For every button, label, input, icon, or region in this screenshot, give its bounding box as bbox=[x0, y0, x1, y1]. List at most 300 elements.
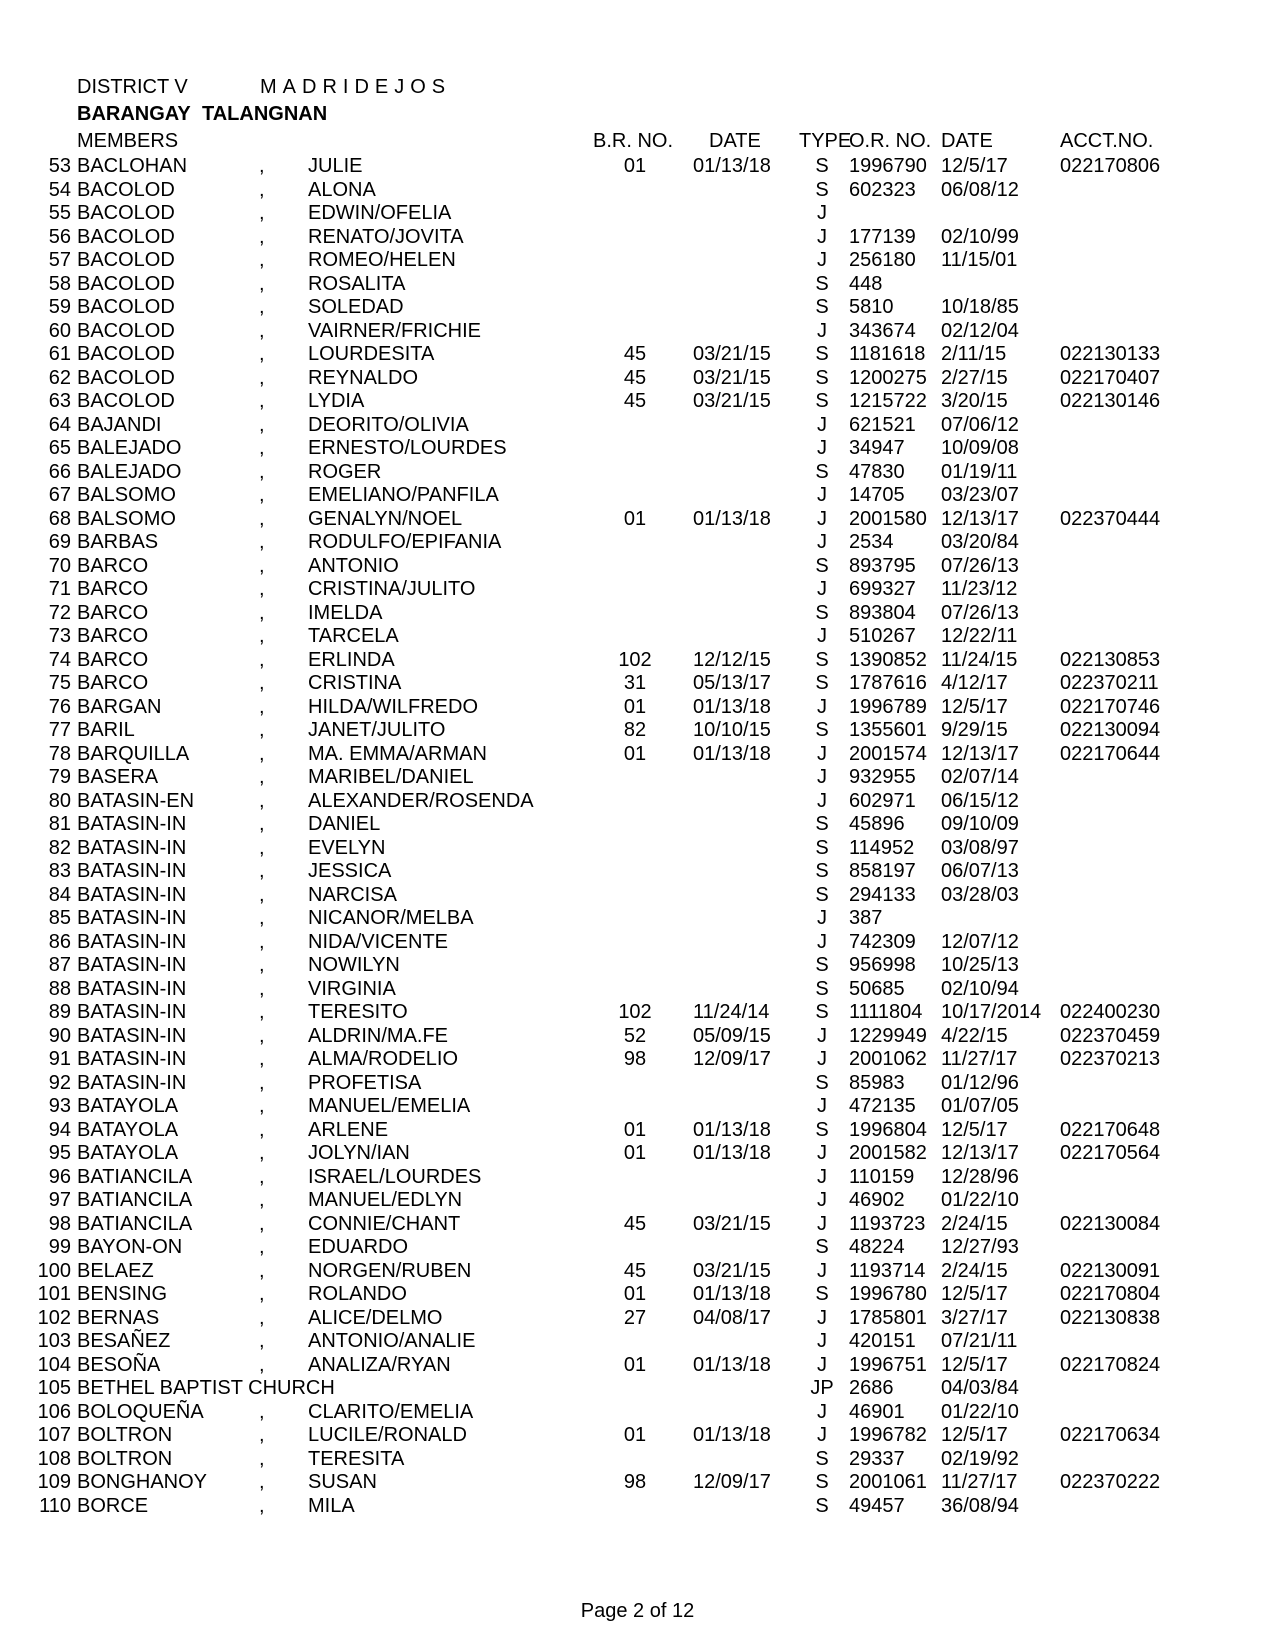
or-no: 602323 bbox=[849, 178, 916, 201]
br-date: 12/09/17 bbox=[693, 1048, 771, 1070]
br-no: 01 bbox=[623, 695, 647, 718]
last-name: BATASIN-EN bbox=[77, 789, 195, 812]
or-no: 85983 bbox=[849, 1071, 905, 1094]
first-name: NOWILYN bbox=[308, 954, 400, 976]
table-row bbox=[0, 1165, 1275, 1189]
row-number: 76 bbox=[48, 695, 71, 718]
or-date: 12/5/17 bbox=[941, 1353, 1008, 1376]
first-name: SUSAN bbox=[308, 1471, 377, 1493]
br-date: 01/13/18 bbox=[693, 155, 771, 177]
name-separator: , bbox=[259, 1330, 265, 1352]
br-no: 45 bbox=[623, 1212, 647, 1235]
membership-type: S bbox=[815, 1001, 829, 1023]
name-separator: , bbox=[259, 249, 265, 271]
last-name: BALEJADO bbox=[77, 437, 182, 459]
or-no: 45896 bbox=[849, 813, 905, 835]
table-row bbox=[0, 1141, 1275, 1165]
first-name: RODULFO/EPIFANIA bbox=[308, 531, 502, 553]
table-row bbox=[0, 295, 1275, 319]
first-name: ERLINDA bbox=[308, 648, 395, 671]
br-no: 01 bbox=[623, 155, 647, 177]
last-name: BACOLOD bbox=[77, 178, 175, 201]
or-date: 06/07/13 bbox=[941, 860, 1019, 882]
table-row bbox=[0, 1494, 1275, 1518]
account-no: 022170564 bbox=[1060, 1142, 1161, 1164]
last-name: BATASIN-IN bbox=[77, 977, 187, 1000]
row-number: 84 bbox=[48, 883, 71, 906]
or-no: 1390852 bbox=[849, 648, 927, 671]
table-row bbox=[0, 695, 1275, 719]
or-date: 10/25/13 bbox=[941, 954, 1019, 976]
or-no: 46901 bbox=[849, 1400, 905, 1423]
br-no: 45 bbox=[623, 366, 647, 389]
membership-type: S bbox=[815, 1447, 829, 1470]
or-no: 602971 bbox=[849, 789, 916, 812]
membership-type: J bbox=[817, 437, 827, 459]
or-no: 1355601 bbox=[849, 719, 927, 741]
first-name: RENATO/JOVITA bbox=[308, 225, 464, 248]
membership-type: J bbox=[817, 695, 827, 718]
br-date: 10/10/15 bbox=[693, 719, 771, 741]
membership-type: S bbox=[815, 860, 829, 882]
or-date: 07/26/13 bbox=[941, 554, 1019, 577]
name-separator: , bbox=[259, 1424, 265, 1446]
first-name: JULIE bbox=[308, 155, 363, 177]
br-date: 03/21/15 bbox=[693, 390, 771, 412]
or-no: 114952 bbox=[849, 836, 915, 859]
or-date: 12/5/17 bbox=[941, 1424, 1008, 1446]
last-name: BATASIN-IN bbox=[77, 1071, 187, 1094]
or-no: 5810 bbox=[849, 296, 894, 318]
br-date: 12/09/17 bbox=[693, 1471, 771, 1493]
or-date: 09/10/09 bbox=[941, 813, 1019, 835]
membership-type: J bbox=[817, 625, 827, 647]
first-name: ALEXANDER/ROSENDA bbox=[308, 789, 534, 812]
table-row bbox=[0, 248, 1275, 272]
last-name: BOLTRON bbox=[77, 1424, 173, 1446]
row-number: 85 bbox=[48, 907, 71, 929]
table-row bbox=[0, 1376, 1275, 1400]
first-name: MANUEL/EDLYN bbox=[308, 1189, 463, 1211]
first-name: LUCILE/RONALD bbox=[308, 1424, 467, 1446]
or-date: 10/18/85 bbox=[941, 296, 1019, 318]
last-name: BARCO bbox=[77, 672, 149, 694]
first-name: IMELDA bbox=[308, 601, 383, 624]
row-number: 90 bbox=[48, 1024, 71, 1047]
or-date: 02/12/04 bbox=[941, 319, 1019, 342]
or-date: 12/5/17 bbox=[941, 155, 1008, 177]
account-no: 022170644 bbox=[1060, 742, 1161, 765]
district-label: DISTRICT V bbox=[77, 76, 188, 98]
or-no: 893795 bbox=[849, 554, 916, 577]
first-name: ISRAEL/LOURDES bbox=[308, 1165, 482, 1188]
account-no: 022370211 bbox=[1060, 672, 1159, 694]
name-separator: , bbox=[259, 1400, 265, 1423]
row-number: 71 bbox=[48, 578, 71, 600]
membership-type: J bbox=[817, 1424, 827, 1446]
last-name: BACOLOD bbox=[77, 366, 175, 389]
membership-type: S bbox=[815, 272, 829, 295]
row-number: 54 bbox=[48, 178, 71, 201]
membership-type: J bbox=[817, 484, 827, 506]
membership-type: S bbox=[815, 1118, 829, 1141]
table-row bbox=[0, 1282, 1275, 1306]
membership-type: J bbox=[817, 1353, 827, 1376]
or-date: 01/07/05 bbox=[941, 1095, 1019, 1117]
row-number: 83 bbox=[48, 860, 71, 882]
row-number: 78 bbox=[48, 742, 71, 765]
last-name: BARCO bbox=[77, 625, 149, 647]
first-name: ALDRIN/MA.FE bbox=[308, 1024, 449, 1047]
or-no: 2001580 bbox=[849, 507, 927, 530]
table-row bbox=[0, 1000, 1275, 1024]
table-row bbox=[0, 1047, 1275, 1071]
first-name: EDUARDO bbox=[308, 1236, 409, 1258]
or-date: 2/24/15 bbox=[941, 1259, 1008, 1282]
table-row bbox=[0, 577, 1275, 601]
row-number: 67 bbox=[48, 484, 71, 506]
account-no: 022130838 bbox=[1060, 1306, 1161, 1329]
table-row bbox=[0, 178, 1275, 202]
first-name: DEORITO/OLIVIA bbox=[308, 413, 469, 436]
or-no: 1996780 bbox=[849, 1283, 927, 1305]
name-separator: , bbox=[259, 1353, 265, 1376]
membership-type: J bbox=[817, 1330, 827, 1352]
or-date: 12/13/17 bbox=[941, 742, 1019, 765]
table-row bbox=[0, 530, 1275, 554]
last-name: BATAYOLA bbox=[77, 1118, 179, 1141]
account-no: 022170648 bbox=[1060, 1118, 1161, 1141]
row-number: 99 bbox=[48, 1236, 71, 1258]
name-separator: , bbox=[259, 578, 265, 600]
first-name: ROMEO/HELEN bbox=[308, 249, 456, 271]
row-number: 70 bbox=[48, 554, 71, 577]
account-no: 022130091 bbox=[1060, 1259, 1161, 1282]
name-separator: , bbox=[259, 1001, 265, 1023]
membership-type: J bbox=[817, 249, 827, 271]
or-no: 420151 bbox=[849, 1330, 916, 1352]
name-separator: , bbox=[259, 695, 265, 718]
row-number: 97 bbox=[48, 1189, 71, 1211]
first-name: JOLYN/IAN bbox=[308, 1142, 410, 1164]
name-separator: , bbox=[259, 437, 265, 459]
last-name: BACOLOD bbox=[77, 272, 175, 295]
last-name: BATIANCILA bbox=[77, 1212, 193, 1235]
name-separator: , bbox=[259, 155, 265, 177]
or-date: 9/29/15 bbox=[941, 719, 1008, 741]
last-name: BACLOHAN bbox=[77, 155, 188, 177]
first-name: ROLANDO bbox=[308, 1283, 407, 1305]
br-date: 01/13/18 bbox=[693, 1118, 771, 1141]
first-name: MILA bbox=[308, 1494, 355, 1517]
row-number: 61 bbox=[48, 343, 71, 365]
or-no: 1193714 bbox=[849, 1259, 926, 1282]
name-separator: , bbox=[259, 1212, 265, 1235]
or-no: 47830 bbox=[849, 460, 905, 483]
last-name: BARBAS bbox=[77, 531, 159, 553]
br-date: 01/13/18 bbox=[693, 1424, 771, 1446]
or-no: 256180 bbox=[849, 249, 916, 271]
row-number: 82 bbox=[48, 836, 71, 859]
table-row bbox=[0, 436, 1275, 460]
row-number: 80 bbox=[48, 789, 71, 812]
membership-type: J bbox=[817, 413, 827, 436]
col-br-no: B.R. NO. bbox=[593, 130, 674, 152]
table-row bbox=[0, 742, 1275, 766]
membership-type: J bbox=[817, 1189, 827, 1211]
row-number: 102 bbox=[37, 1306, 71, 1329]
name-separator: , bbox=[259, 766, 265, 788]
br-date: 05/09/15 bbox=[693, 1024, 771, 1047]
name-separator: , bbox=[259, 601, 265, 624]
table-row bbox=[0, 812, 1275, 836]
first-name: LYDIA bbox=[308, 390, 365, 412]
or-no: 14705 bbox=[849, 484, 905, 506]
or-no: 49457 bbox=[849, 1494, 905, 1517]
row-number: 108 bbox=[37, 1447, 71, 1470]
or-no: 1200275 bbox=[849, 366, 927, 389]
name-separator: , bbox=[259, 1095, 265, 1117]
or-no: 1996751 bbox=[849, 1353, 927, 1376]
account-no: 022370213 bbox=[1060, 1048, 1161, 1070]
last-name: BARCO bbox=[77, 554, 149, 577]
br-date: 01/13/18 bbox=[693, 1353, 771, 1376]
br-no: 01 bbox=[623, 1353, 647, 1376]
last-name: BARCO bbox=[77, 648, 149, 671]
row-number: 104 bbox=[37, 1353, 71, 1376]
municipality-name: MADRIDEJOS bbox=[260, 76, 452, 98]
membership-type: J bbox=[817, 202, 827, 224]
row-number: 63 bbox=[48, 390, 71, 412]
first-name: PROFETISA bbox=[308, 1071, 422, 1094]
name-separator: , bbox=[259, 413, 265, 436]
first-name: CRISTINA bbox=[308, 672, 402, 694]
or-date: 02/07/14 bbox=[941, 766, 1019, 788]
account-no: 022170407 bbox=[1060, 366, 1161, 389]
membership-type: S bbox=[815, 178, 829, 201]
or-date: 36/08/94 bbox=[941, 1494, 1019, 1517]
table-row bbox=[0, 366, 1275, 390]
last-name: BATASIN-IN bbox=[77, 1048, 187, 1070]
first-name: ROSALITA bbox=[308, 272, 406, 295]
or-date: 04/03/84 bbox=[941, 1377, 1019, 1399]
table-row bbox=[0, 319, 1275, 343]
col-members: MEMBERS bbox=[77, 130, 179, 152]
br-no: 01 bbox=[623, 1118, 647, 1141]
first-name: TARCELA bbox=[308, 625, 399, 647]
or-no: 858197 bbox=[849, 860, 916, 882]
or-no: 699327 bbox=[849, 578, 916, 600]
first-name: CONNIE/CHANT bbox=[308, 1212, 461, 1235]
membership-type: J bbox=[817, 1024, 827, 1047]
br-no: 82 bbox=[623, 719, 647, 741]
or-no: 1787616 bbox=[849, 672, 927, 694]
or-date: 12/5/17 bbox=[941, 1118, 1008, 1141]
name-separator: , bbox=[259, 1118, 265, 1141]
or-no: 448 bbox=[849, 272, 883, 295]
membership-type: J bbox=[817, 578, 827, 600]
membership-type: J bbox=[817, 531, 827, 553]
br-no: 27 bbox=[623, 1306, 647, 1329]
table-row bbox=[0, 1329, 1275, 1353]
br-no: 102 bbox=[618, 648, 652, 671]
or-no: 1181618 bbox=[849, 343, 926, 365]
membership-type: S bbox=[815, 296, 829, 318]
last-name: BELAEZ bbox=[77, 1259, 154, 1282]
br-no: 01 bbox=[623, 1283, 647, 1305]
first-name: ERNESTO/LOURDES bbox=[308, 437, 507, 459]
account-no: 022170746 bbox=[1060, 695, 1161, 718]
first-name: CRISTINA/JULITO bbox=[308, 578, 476, 600]
col-date: DATE bbox=[709, 130, 761, 152]
row-number: 59 bbox=[48, 296, 71, 318]
last-name: BACOLOD bbox=[77, 319, 175, 342]
br-date: 03/21/15 bbox=[693, 1259, 771, 1282]
first-name: ROGER bbox=[308, 460, 382, 483]
name-separator: , bbox=[259, 789, 265, 812]
or-no: 2001574 bbox=[849, 742, 927, 765]
membership-type: J bbox=[817, 1142, 827, 1164]
or-no: 294133 bbox=[849, 883, 916, 906]
br-no: 98 bbox=[623, 1471, 647, 1493]
table-row bbox=[0, 507, 1275, 531]
first-name: MARIBEL/DANIEL bbox=[308, 766, 474, 788]
br-date: 01/13/18 bbox=[693, 1142, 771, 1164]
last-name: BACOLOD bbox=[77, 296, 175, 318]
table-row bbox=[0, 272, 1275, 296]
name-separator: , bbox=[259, 860, 265, 882]
first-name: NICANOR/MELBA bbox=[308, 907, 474, 929]
name-separator: , bbox=[259, 719, 265, 741]
or-no: 1785801 bbox=[849, 1306, 927, 1329]
name-separator: , bbox=[259, 742, 265, 765]
or-date: 4/12/17 bbox=[941, 672, 1008, 694]
table-row bbox=[0, 1071, 1275, 1095]
or-date: 01/22/10 bbox=[941, 1189, 1019, 1211]
name-separator: , bbox=[259, 484, 265, 506]
membership-type: S bbox=[815, 601, 829, 624]
barangay-label: BARANGAY bbox=[77, 103, 191, 125]
br-no: 01 bbox=[623, 742, 647, 765]
name-separator: , bbox=[259, 225, 265, 248]
or-date: 12/07/12 bbox=[941, 930, 1019, 953]
first-name: CLARITO/EMELIA bbox=[308, 1400, 474, 1423]
name-separator: , bbox=[259, 178, 265, 201]
last-name: BORCE bbox=[77, 1494, 149, 1517]
first-name: SOLEDAD bbox=[308, 296, 404, 318]
membership-type: J bbox=[817, 789, 827, 812]
last-name: BACOLOD bbox=[77, 343, 175, 365]
last-name: BAYON-ON bbox=[77, 1236, 183, 1258]
membership-type: J bbox=[817, 1165, 827, 1188]
or-no: 1111804 bbox=[849, 1001, 923, 1023]
last-name: BATASIN-IN bbox=[77, 1024, 187, 1047]
account-no: 022400230 bbox=[1060, 1001, 1161, 1023]
membership-type: JP bbox=[810, 1377, 834, 1399]
table-row bbox=[0, 930, 1275, 954]
last-name: BENSING bbox=[77, 1283, 168, 1305]
table-row bbox=[0, 1118, 1275, 1142]
last-name: BATASIN-IN bbox=[77, 836, 187, 859]
name-separator: , bbox=[259, 672, 265, 694]
last-name: BACOLOD bbox=[77, 249, 175, 271]
or-date: 3/20/15 bbox=[941, 390, 1008, 412]
row-number: 56 bbox=[48, 225, 71, 248]
or-date: 01/22/10 bbox=[941, 1400, 1019, 1423]
row-number: 98 bbox=[48, 1212, 71, 1235]
first-name: ALICE/DELMO bbox=[308, 1306, 443, 1329]
row-number: 107 bbox=[37, 1424, 71, 1446]
row-number: 65 bbox=[48, 437, 71, 459]
membership-type: J bbox=[817, 1259, 827, 1282]
name-separator: , bbox=[259, 1494, 265, 1517]
table-row bbox=[0, 342, 1275, 366]
last-name: BACOLOD bbox=[77, 202, 175, 224]
table-row bbox=[0, 953, 1275, 977]
last-name: BATIANCILA bbox=[77, 1189, 193, 1211]
br-no: 102 bbox=[618, 1001, 652, 1023]
membership-type: S bbox=[815, 1071, 829, 1094]
first-name: DANIEL bbox=[308, 813, 381, 835]
or-no: 956998 bbox=[849, 954, 916, 976]
or-no: 48224 bbox=[849, 1236, 905, 1258]
row-number: 91 bbox=[48, 1048, 71, 1070]
membership-type: J bbox=[817, 907, 827, 929]
row-number: 110 bbox=[39, 1494, 71, 1517]
or-no: 1996789 bbox=[849, 695, 927, 718]
or-no: 2001582 bbox=[849, 1142, 927, 1164]
br-no: 45 bbox=[623, 1259, 647, 1282]
table-row bbox=[0, 1212, 1275, 1236]
name-separator: , bbox=[259, 1071, 265, 1094]
name-separator: , bbox=[259, 1447, 265, 1470]
first-name: ANALIZA/RYAN bbox=[308, 1353, 451, 1376]
last-name: BATAYOLA bbox=[77, 1142, 179, 1164]
membership-type: J bbox=[817, 742, 827, 765]
or-no: 472135 bbox=[849, 1095, 916, 1117]
row-number: 68 bbox=[48, 507, 71, 530]
row-number: 106 bbox=[37, 1400, 71, 1423]
membership-type: S bbox=[815, 672, 829, 694]
or-no: 177139 bbox=[849, 225, 916, 248]
or-date: 11/23/12 bbox=[941, 578, 1018, 600]
last-name: BARGAN bbox=[77, 695, 162, 718]
row-number: 55 bbox=[48, 202, 71, 224]
membership-type: S bbox=[815, 1236, 829, 1258]
row-number: 87 bbox=[48, 954, 71, 976]
membership-type: S bbox=[815, 977, 829, 1000]
first-name: JANET/JULITO bbox=[308, 719, 446, 741]
name-separator: , bbox=[259, 977, 265, 1000]
or-no: 46902 bbox=[849, 1189, 905, 1211]
membership-type: J bbox=[817, 1212, 827, 1235]
or-date: 12/13/17 bbox=[941, 1142, 1019, 1164]
or-date: 01/12/96 bbox=[941, 1071, 1019, 1094]
row-number: 96 bbox=[48, 1165, 71, 1188]
name-separator: , bbox=[259, 1024, 265, 1047]
account-no: 022370444 bbox=[1060, 507, 1161, 530]
table-row bbox=[0, 554, 1275, 578]
name-separator: , bbox=[259, 272, 265, 295]
table-row bbox=[0, 977, 1275, 1001]
row-number: 89 bbox=[48, 1001, 71, 1023]
name-separator: , bbox=[259, 390, 265, 412]
membership-type: J bbox=[817, 1048, 827, 1070]
last-name: BARIL bbox=[77, 719, 135, 741]
first-name: JESSICA bbox=[308, 860, 392, 882]
last-name: BARQUILLA bbox=[77, 742, 190, 765]
table-row bbox=[0, 906, 1275, 930]
